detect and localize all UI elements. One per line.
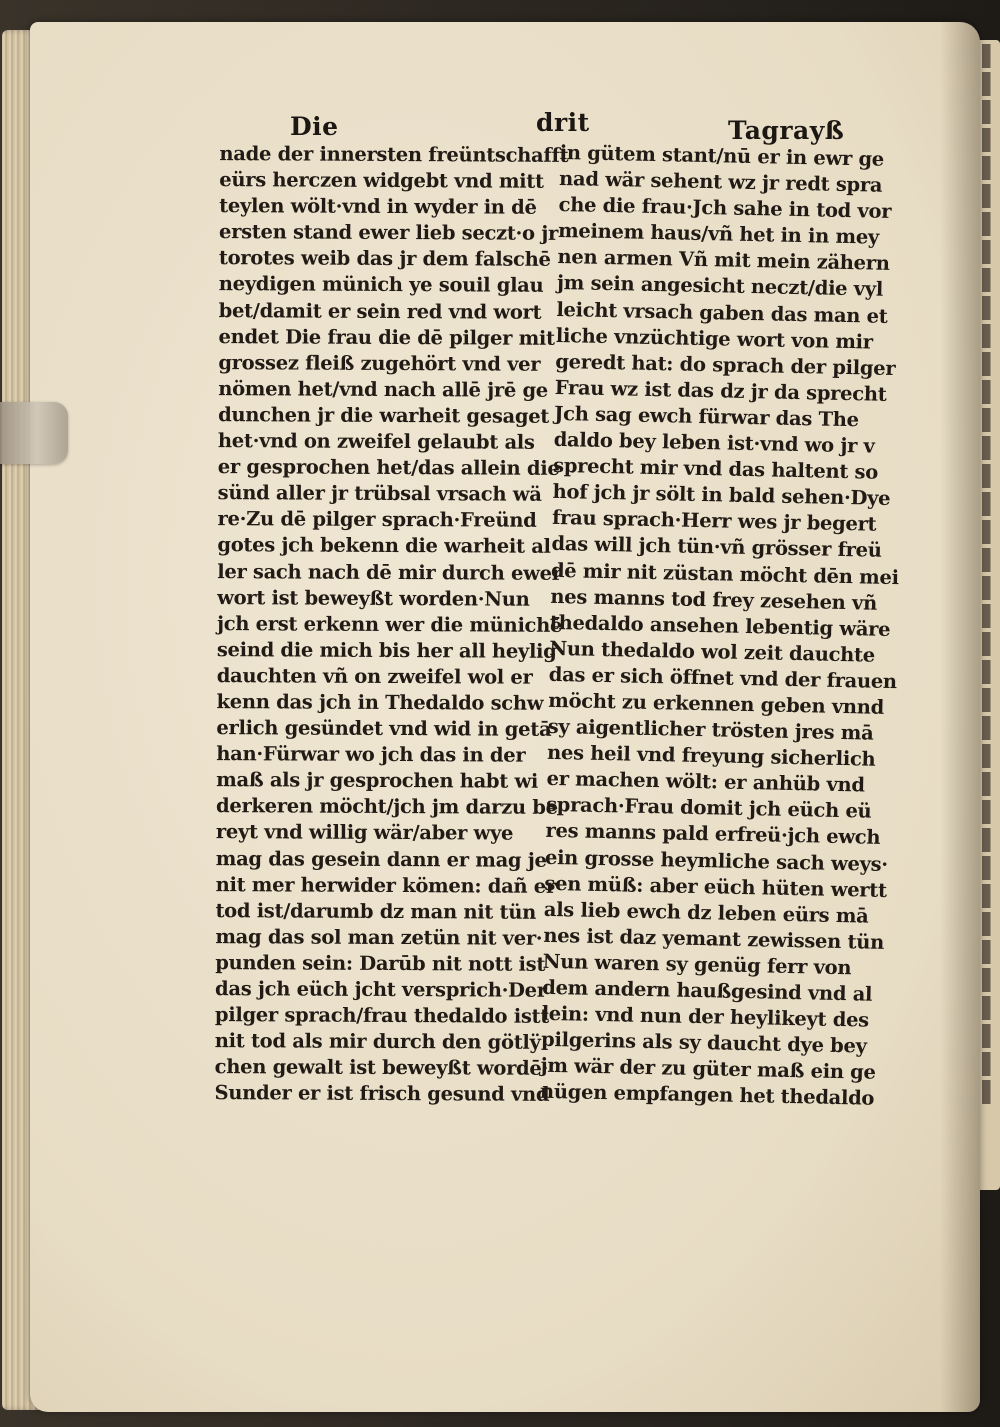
text-line: gotes jch bekenn die warheit al [217,533,551,559]
text-column-right [540,140,908,1113]
text-line: nömen het/vnd nach allē jrē ge [218,376,548,402]
text-line: daldo bey leben ist·vnd wo jr v [553,427,875,458]
text-line: reyt vnd willig wär/aber wye [215,820,514,846]
text-line: nit tod als mir durch den götlÿ [214,1029,541,1054]
text-line: bet/damit er sein red vnd wort [218,298,542,324]
text-line: maß als jr gesprochen habt wi [216,768,539,794]
text-column-left [214,141,568,1108]
text-line: nes ist daz yemant zewissen tün [543,923,885,954]
text-line: geredt hat: do sprach der pilger [555,349,896,380]
text-line: dunchen jr die warheit gesaget [218,403,550,428]
running-header [0,108,1000,146]
text-line: Nun waren sy genüg ferr von [542,949,852,980]
text-line: dem andern haußgesind vnd al [542,975,873,1006]
text-line: jch erst erkenn wer die münichē [216,611,563,637]
text-line: res manns pald erfreü·jch ewch [545,819,881,850]
header-right: Tagrayß [728,116,845,145]
text-line: torotes weib das jr dem falschē [218,246,551,272]
text-line: nes manns tod frey zesehen vñ [550,584,878,615]
text-line: sprach·Frau domit jch eüch eü [545,793,872,824]
text-line: Jch sag ewch fürwar das The [554,401,859,432]
text-line: ein grosse heymliche sach weys· [544,845,889,876]
header-left: Die [290,112,339,141]
adjacent-page-edge [978,40,1000,1190]
text-line: han·Fürwar wo jch das in der [216,742,526,767]
text-line: che die frau·Jch sahe in tod vor [558,193,892,224]
text-line: tod ist/darumb dz man nit tün [215,898,537,924]
page-gutter-shadow [940,22,980,1412]
header-center: drit [536,108,590,137]
text-line: chen gewalt ist beweyßt wordē· [214,1055,549,1081]
text-line: nad wär sehent wz jr redt spra [558,167,883,197]
text-line: er gesprochen het/das allein die [217,455,560,481]
text-line: mag das gesein dann er mag je [215,846,547,872]
text-line: pilgerins als sy daucht dye bey [540,1027,867,1058]
text-line: kenn das jch in Thedaldo schw [216,690,544,715]
text-line: nit mer herwider kömen: dañ er [215,872,556,898]
text-line: meinem haus/vñ het in in mey [557,219,880,249]
text-line: wort ist beweyßt worden·Nun [217,585,530,611]
text-line: seind die mich bis her all heylig [216,637,557,663]
text-line: nes heil vnd freyung sicherlich [546,741,876,771]
text-line: das er sich öffnet vnd der frauen [548,662,898,694]
text-line: Frau wz ist das dz jr da sprecht [554,375,887,406]
text-line: das jch eüch jcht versprich·Der [215,977,547,1002]
text-line: als lieb ewch dz leben eürs mā [543,897,869,928]
text-line: erlich gesündet vnd wid in getā [216,716,552,741]
text-line: derkeren möcht/jch jm darzu be [215,794,558,820]
text-line: Sunder er ist frisch gesund vnd [214,1081,550,1107]
bookmark-tab [0,402,68,464]
text-line: in gütem stant/nū er in ewr ge [559,140,885,171]
text-line: het·vnd on zweifel gelaubt als [217,429,535,454]
text-line: Nun thedaldo wol zeit dauchte [549,636,876,667]
text-line: dauchten vñ on zweifel wol er [216,663,533,689]
text-line: sünd aller jr trübsal vrsach wä [217,481,542,507]
text-line: frau sprach·Herr wes jr begert [551,506,877,537]
text-line: leicht vrsach gaben das man et [556,297,888,328]
text-line: punden sein: Darūb nit nott ist [215,950,546,976]
text-line: eürs herczen widgebt vnd mitt [219,168,544,193]
text-line: sen müß: aber eüch hüten wertt [544,871,887,902]
text-line: endet Die frau die dē pilger mit [218,324,555,350]
text-line: ersten stand ewer lieb seczt·o jr [218,220,559,246]
text-line: dē mir nit züstan möcht dēn mei [550,558,899,589]
text-line: mag das sol man zetün nit ver· [215,924,543,950]
text-line: sprecht mir vnd das haltent so [552,454,879,484]
text-line: pilger sprach/frau thedaldo istt [214,1003,550,1028]
text-line: thedaldo ansehen lebentig wäre [549,610,891,641]
text-line: nade der innersten freüntschafft [219,142,569,167]
text-line: grossez fleiß zugehört vnd ver [218,350,541,376]
text-line: lein: vnd nun der heylikeyt des [541,1001,870,1032]
text-line: teylen wölt·vnd in wyder in dē [219,194,537,219]
text-line: re·Zu dē pilger sprach·Freünd [217,507,537,533]
text-line: sy aigentlicher trösten jres mā [547,714,874,745]
text-line: ler sach nach dē mir durch ewer [217,559,562,585]
text-line: das will jch tün·vñ grösser freü [551,532,882,563]
text-line: jm wär der zu güter maß ein ge [540,1054,876,1085]
text-line: möcht zu erkennen geben vnnd [548,688,885,719]
text-line: hof jch jr sölt in bald sehen·Dye [552,480,891,511]
text-line: jm sein angesicht neczt/die vyl [556,271,884,302]
text-line: nügen empfangen het thedaldo [539,1080,875,1111]
text-line: er machen wölt: er anhüb vnd [546,767,865,797]
text-line: neydigen münich ye souil glau [218,272,544,298]
text-line: nen armen Vñ mit mein zähern [557,245,890,276]
text-line: liche vnzüchtige wort von mir [555,323,873,354]
